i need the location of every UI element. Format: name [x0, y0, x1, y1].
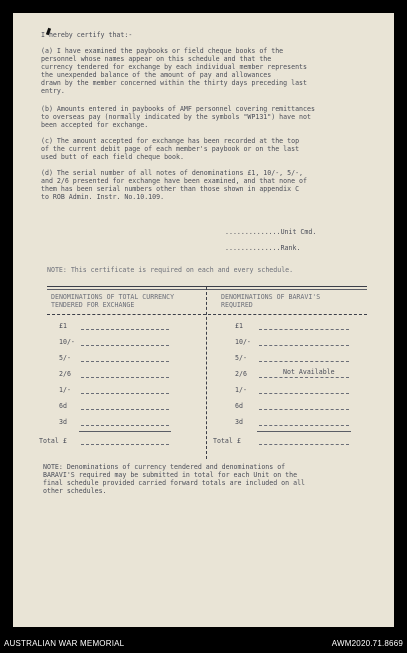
left-denomination-row: £1 [59, 322, 67, 330]
left-entry-line [81, 361, 169, 362]
para-a-line-3: currency tendered for exchange by each individual member represents [41, 63, 307, 71]
para-c-line-2: of the current debit page of each member's paybook or on the last [41, 145, 300, 153]
final-note-line-2: BARAVI'S required may be submitted in total for each Unit on the [43, 471, 298, 479]
left-denomination-row: 3d [59, 418, 67, 426]
left-entry-line [81, 329, 169, 330]
right-denomination-row: 3d [235, 418, 243, 426]
left-denomination-row: 2/6 [59, 370, 71, 378]
left-entry-line [81, 345, 169, 346]
table-column-divider [206, 287, 207, 459]
para-a-line-1: (a) I have examined the paybooks or field cheque books of the [41, 47, 284, 55]
left-denomination-row: 10/- [59, 338, 75, 346]
para-c-line-3: used butt of each field cheque book. [41, 153, 184, 161]
para-d-line-1: (d) The serial number of all notes of denominations £1, 10/-, 5/-, [41, 169, 304, 177]
para-d-line-3: them has been serial numbers other than those shown in appendix C [41, 185, 300, 193]
left-total-line [81, 444, 169, 445]
left-entry-line [81, 377, 169, 378]
right-entry-line [259, 409, 349, 410]
schedule-note: NOTE: This certificate is required on each and every schedule. [47, 266, 294, 274]
right-denomination-row: 2/6 [235, 370, 247, 378]
right-entry-line [259, 425, 349, 426]
right-denomination-row: £1 [235, 322, 243, 330]
document-page [13, 13, 394, 627]
right-entry-line [259, 361, 349, 362]
left-denomination-row: 5/- [59, 354, 71, 362]
right-total-label: Total £ [213, 437, 241, 445]
left-total-rule [79, 431, 171, 432]
right-column-header-1: DENOMINATIONS OF BARAVI'S [221, 293, 321, 301]
final-note-line-4: other schedules. [43, 487, 107, 495]
right-entry-line [259, 329, 349, 330]
table-top-rule-2 [47, 289, 367, 290]
left-denomination-row: 6d [59, 402, 67, 410]
para-b-line-3: been accepted for exchange. [41, 121, 149, 129]
right-denomination-row: 6d [235, 402, 243, 410]
para-a-line-2: personnel whose names appear on this schedule and that the [41, 55, 272, 63]
not-available-entry: Not Available [283, 368, 335, 376]
right-entry-line [259, 345, 349, 346]
certificate-intro: I hereby certify that:- [41, 31, 133, 39]
accession-number: AWM2020.71.8669 [331, 639, 403, 648]
right-denomination-row: 10/- [235, 338, 251, 346]
right-entry-line [259, 393, 349, 394]
para-b-line-2: to overseas pay (normally indicated by the symbols "WP131") have not [41, 113, 311, 121]
left-entry-line [81, 393, 169, 394]
para-d-line-2: and 2/6 presented for exchange have been examined, and that none of [41, 177, 307, 185]
table-top-rule [47, 286, 367, 287]
left-column-header-1: DENOMINATIONS OF TOTAL CURRENCY [51, 293, 175, 301]
para-b-line-1: (b) Amounts entered in paybooks of AMF personnel covering remittances [41, 105, 315, 113]
right-entry-line [259, 377, 349, 378]
left-entry-line [81, 425, 169, 426]
para-a-line-6: entry. [41, 87, 65, 95]
left-total-label: Total £ [39, 437, 67, 445]
left-column-header-2: TENDERED FOR EXCHANGE [51, 301, 135, 309]
right-total-rule [257, 431, 351, 432]
final-note-line-1: NOTE: Denominations of currency tendered and denominations of [43, 463, 286, 471]
institution-caption: AUSTRALIAN WAR MEMORIAL [4, 639, 125, 648]
right-total-line [259, 444, 349, 445]
header-underline [47, 314, 367, 315]
unit-cmd-signature-line: ..............Unit Cmd. [225, 228, 317, 236]
left-denomination-row: 1/- [59, 386, 71, 394]
right-denomination-row: 5/- [235, 354, 247, 362]
para-a-line-5: drawn by the member concerned within the thirty days preceding last [41, 79, 307, 87]
left-entry-line [81, 409, 169, 410]
right-column-header-2: REQUIRED [221, 301, 253, 309]
rank-signature-line: ..............Rank. [225, 244, 301, 252]
right-denomination-row: 1/- [235, 386, 247, 394]
para-d-line-4: to ROB Admin. Instr. No.10.109. [41, 193, 165, 201]
para-c-line-1: (c) The amount accepted for exchange has been recorded at the top [41, 137, 300, 145]
final-note-line-3: final schedule provided carried forward totals are included on all [43, 479, 306, 487]
para-a-line-4: the unexpended balance of the amount of pay and allowances [41, 71, 272, 79]
